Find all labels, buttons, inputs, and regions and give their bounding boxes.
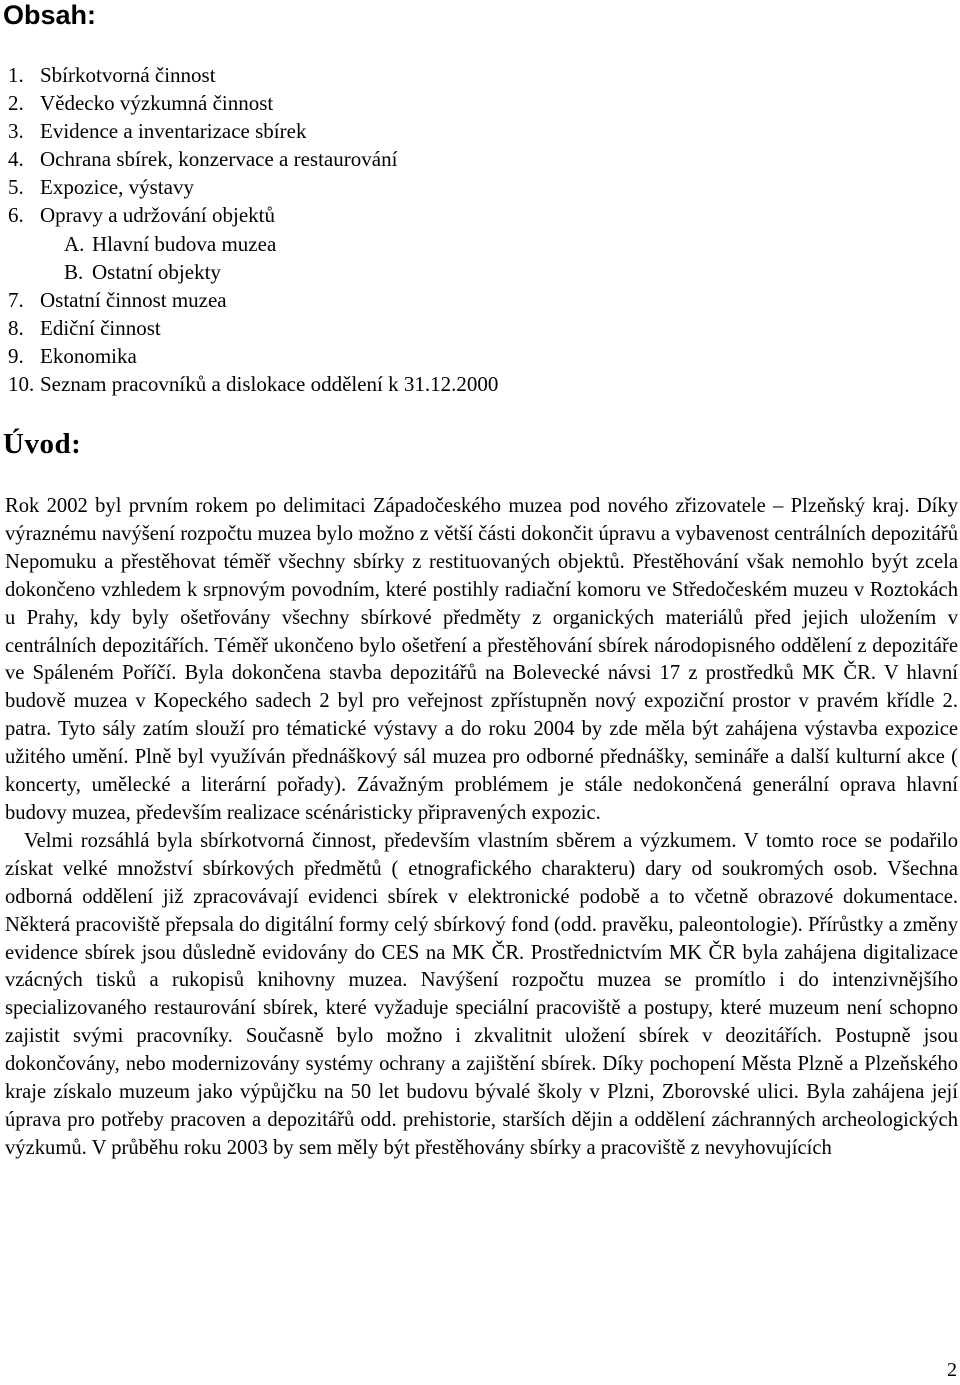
- toc-item-text: Evidence a inventarizace sbírek: [40, 119, 307, 144]
- toc-item-number: 6.: [8, 203, 24, 228]
- toc-subitem-text: Ostatní objekty: [92, 259, 221, 284]
- toc-item-number: 1.: [8, 63, 24, 87]
- toc-item-text: Vědecko výzkumná činnost: [40, 91, 274, 116]
- toc-item-number: 9.: [8, 343, 24, 368]
- toc-subitem-letter: B.: [64, 259, 84, 284]
- toc-subitem-letter: A.: [64, 231, 85, 256]
- toc-item-number: 8.: [8, 315, 24, 340]
- toc-item-number: 10.: [8, 372, 35, 397]
- toc-item-text: Opravy a udržování objektů: [40, 203, 276, 228]
- toc-subitem-text: Hlavní budova muzea: [92, 231, 277, 256]
- intro-paragraph: Rok 2002 byl prvním rokem po delimitaci Západočeského muzea pod nového zřizovatele – Plzeňský kraj. Díky výraznému navýšení rozpočtu muzea bylo možno z větší části dokončit úpravu a vybavenost centrálních depozitářů Nepomuku a přestěhovat téměř všechny sbírky z restituovaných objektů. Přestěhování však nemohlo byýt zcela dokončeno vzhledem k srpnovým povodním, které postihly radiační komoru ve Středočeském muzeu v Roztokách u Prahy, kdy byly ošetřovány všechny sbírkové předměty z organických materiálů před jejich uložením v centrálních depozitářích. Téměř ukončeno bylo ošetření a přestěhování sbírek národopisného oddělení z depozitáře ve Spáleném Poříčí. Byla dokončena stavba depozitářů na Bolevecké návsi 17 z prostředků MK ČR. V hlavní budově muzea v Kopeckého sadech 2 byl pro veřejnost zpřístupněn nový expoziční prostor v pravém křídle 2. patra. Tyto sály zatím slouží pro tématické výstavy a do roku 2004 by zde měla být zahájena výstavba expozice užitého umění. Plně byl využíván přednáškový sál muzea pro odborné přednášky, semináře a další kulturní akce ( koncerty, umělecké a literární pořady). Závažným problémem je stále nedokončená generální oprava hlavní budovy muzea, především realizace scénáristicky připravených expozic.: [5, 495, 958, 824]
- toc-item-text: Ekonomika: [40, 343, 137, 368]
- toc-item-text: Ochrana sbírek, konzervace a restaurování: [40, 147, 398, 172]
- toc-item-text: Expozice, výstavy: [40, 175, 194, 200]
- toc-item-number: 2.: [8, 91, 24, 116]
- toc-item-text: Ostatní činnost muzea: [40, 287, 227, 312]
- toc-item-text: Ediční činnost: [40, 315, 161, 340]
- contents-heading: Obsah:: [3, 0, 97, 30]
- toc-item-text: Seznam pracovníků a dislokace oddělení k 31.12.2000: [40, 372, 499, 397]
- toc-item-number: 4.: [8, 147, 24, 172]
- intro-heading: Úvod:: [3, 428, 82, 460]
- toc-item-number: 3.: [8, 119, 24, 144]
- intro-body: [5, 493, 958, 1163]
- page-number: 2: [947, 1359, 957, 1381]
- intro-paragraph: Velmi rozsáhlá byla sbírkotvorná činnost, především vlastním sběrem a výzkumem. V tomto roce se podařilo získat velké množství sbírkových předmětů ( etnografického charakteru) dary od soukromých osob. Všechna odborná oddělení již zpracovávají evidenci sbírek v elektronické podobě a to včetně obrazové dokumentace. Některá pracoviště přepsala do digitální formy celý sbírkový fond (odd. pravěku, paleontologie). Přírůstky a změny evidence sbírek jsou důsledně evidovány do CES na MK ČR. Prostřednictvím MK ČR byla zahájena digitalizace vzácných tisků a rukopisů knihovny muzea. Navýšení rozpočtu muzea se promítlo i do intenzivnějšího specializovaného restaurování sbírek, které vyžaduje speciální pracoviště a postupy, které muzeum není schopno zajistit svými pracovníky. Současně bylo možno i zkvalitnit uložení sbírek v deozitářích. Postupně jsou dokončovány, nebo modernizovány systémy ochrany a zajištění sbírek. Díky pochopení Města Plzně a Plzeňského kraje získalo muzeum jako výpůjčku na 50 let budovu bývalé školy v Plzni, Zborovské ulici. Byla zahájena její úprava pro potřeby pracoven a depozitářů odd. prehistorie, starších dějin a oddělení záchranných archeologických výzkumů. V průběhu roku 2003 by sem měly být přestěhovány sbírky a pracoviště z nevyhovujících: [5, 829, 958, 1159]
- toc-item-number: 7.: [8, 287, 24, 312]
- toc-item-text: Sbírkotvorná činnost: [40, 63, 216, 87]
- toc-item-number: 5.: [8, 175, 24, 200]
